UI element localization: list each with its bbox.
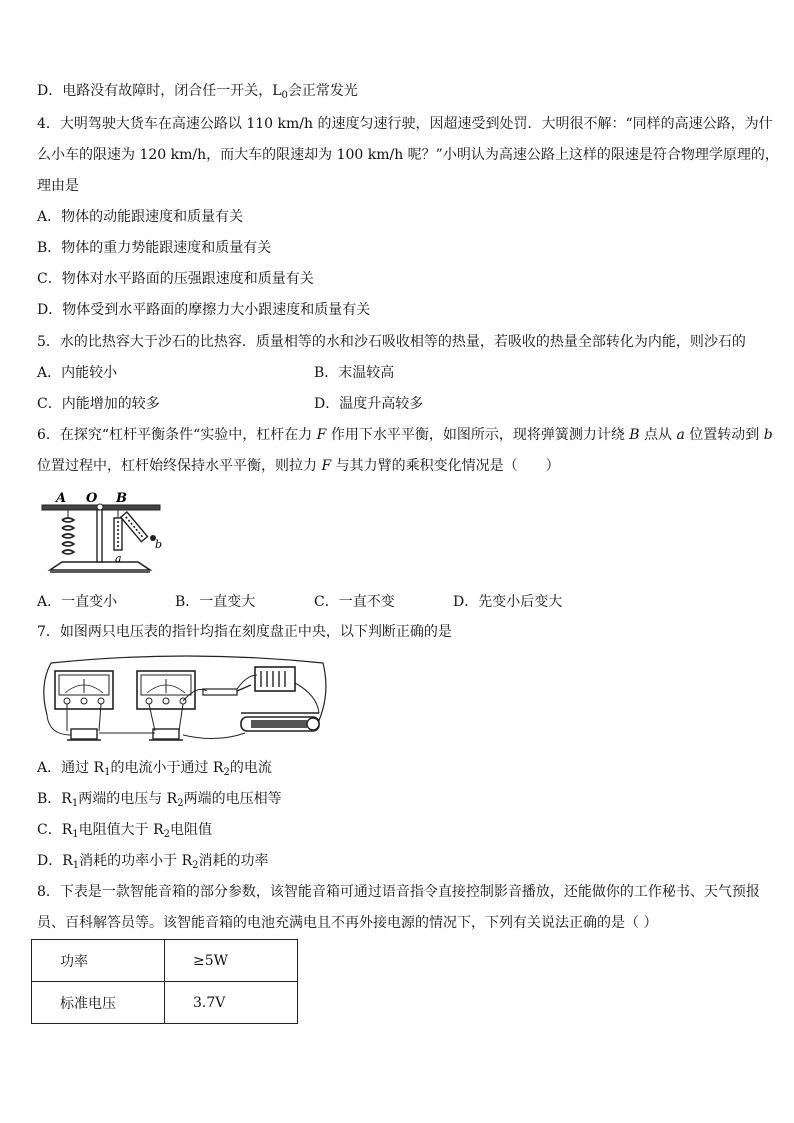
q6-option-b: B．一直变大 xyxy=(175,594,256,610)
table-cell: 标准电压 xyxy=(32,982,165,1024)
q4-option-c: C．物体对水平路面的压强跟速度和质量有关 xyxy=(37,271,314,287)
lever-label-b-upper: B xyxy=(116,491,127,506)
q4-option-d: D．物体受到水平路面的摩擦力大小跟速度和质量有关 xyxy=(37,302,371,318)
q4-option-b: B．物体的重力势能跟速度和质量有关 xyxy=(37,240,272,256)
table-cell: 3.7V xyxy=(165,982,298,1024)
q7-option-d: D．$R_1$消耗的功率小于 $R_2$消耗的功率 xyxy=(37,853,269,871)
lever-label-b: b xyxy=(155,538,163,551)
q5-option-b: B．末温较高 xyxy=(314,365,395,381)
q7-stem: 7．如图两只电压表的指针均指在刻度盘正中央，以下判断正确的是 xyxy=(37,624,452,640)
circuit-figure xyxy=(37,655,337,747)
q4-stem-line1: 4．大明驾驶大货车在高速公路以 110 km/h 的速度匀速行驶，因超速受到处罚．大明很不解：“同样的高速公路，为什 xyxy=(37,116,773,132)
q5-option-d: D．温度升高较多 xyxy=(314,396,424,412)
table-cell: ≥5W xyxy=(165,940,298,982)
q7-option-b: B．$R_1$两端的电压与 $R_2$两端的电压相等 xyxy=(37,791,282,809)
table-row xyxy=(32,982,298,1024)
q6-option-d: D．先变小后变大 xyxy=(453,594,563,610)
q4-stem-line2: 么小车的限速为 120 km/h，而大车的限速却为 100 km/h 呢？”小明认为高速公路上这样的限速是符合物理学原理的， xyxy=(37,147,779,163)
q5-option-a: A．内能较小 xyxy=(37,365,118,381)
q8-stem-line1: 8．下表是一款智能音箱的部分参数，该智能音箱可通过语音指令直接控制影音播放，还能做你的工作秘书、天气预报 xyxy=(37,884,760,900)
lever-label-a: a xyxy=(115,552,122,565)
q4-stem-line3: 理由是 xyxy=(37,178,79,194)
q7-option-c: C．$R_1$电阻值大于 $R_2$电阻值 xyxy=(37,822,213,840)
q6-stem-line2: 位置过程中，杠杆始终保持水平平衡，则拉力 F 与其力臂的乘积变化情况是（ ） xyxy=(37,458,560,474)
q6-stem-line1: 6．在探究“杠杆平衡条件“实验中，杠杆在力 F 作用下水平平衡，如图所示，现将弹簧测力计绕 B 点从 a 位置转动到 b xyxy=(37,427,773,443)
q6-option-c: C．一直不变 xyxy=(314,594,395,610)
q8-stem-line2: 员、百科解答员等。该智能音箱的电池充满电且不再外接电源的情况下，下列有关说法正确的是（ ） xyxy=(37,915,658,931)
table-row xyxy=(32,940,298,982)
q5-stem: 5．水的比热容大于沙石的比热容．质量相等的水和沙石吸收相等的热量，若吸收的热量全部转化为内能，则沙石的 xyxy=(37,334,746,350)
q5-option-c: C．内能增加的较多 xyxy=(37,396,160,412)
q4-option-a: A．物体的动能跟速度和质量有关 xyxy=(37,209,244,225)
q3-option-d: D．电路没有故障时，闭合任一开关，$L_0$会正常发光 xyxy=(37,83,358,101)
speaker-params-table xyxy=(31,939,298,1024)
q7-option-a: A．通过 $R_1$的电流小于通过 $R_2$的电流 xyxy=(37,760,272,778)
lever-label-a-upper: A xyxy=(56,491,67,506)
lever-label-o: O xyxy=(86,491,98,506)
table-cell: 功率 xyxy=(32,940,165,982)
q6-option-a: A．一直变小 xyxy=(37,594,118,610)
lever-figure xyxy=(38,488,170,582)
